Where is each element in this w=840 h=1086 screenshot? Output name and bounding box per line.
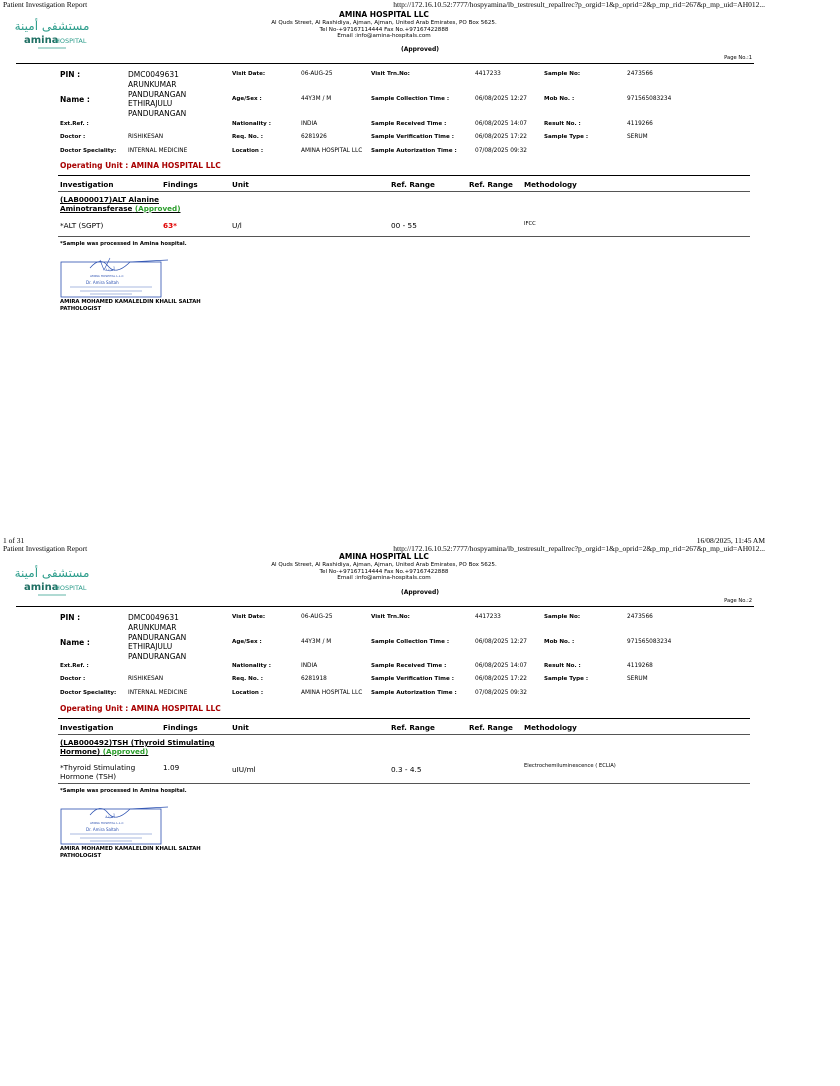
verification-value: 06/08/2025 17:22: [475, 134, 527, 140]
browser-header-url: http://172.16.10.52:7777/hospyamina/lb_testresult_repallrec?p_orgid=1&p_oprid=2&p_mp_rid=267&p_mp_uid=AH012...: [393, 0, 765, 9]
result-name: *ALT (SGPT): [60, 221, 104, 230]
patient-name: ARUNKUMAR PANDURANGAN ETHIRAJULU PANDURANGAN: [128, 80, 187, 118]
location-value: AMINA HOSPITAL LLC: [301, 690, 363, 696]
hospital-address: Al Quds Street, Al Rashidiya, Ajman, Ajman, United Arab Emirates, PO Box 5625.: [271, 20, 497, 26]
divider: [58, 783, 750, 784]
result-method: IFCC: [524, 221, 536, 227]
name-label: Name :: [60, 95, 90, 104]
col-unit: Unit: [232, 723, 249, 732]
visit-date-label: Visit Date:: [232, 614, 266, 620]
divider: [58, 175, 750, 176]
operating-unit: Operating Unit : AMINA HOSPITAL LLC: [60, 161, 221, 170]
authorization-label: Sample Autorization Time :: [371, 148, 457, 154]
speciality-value: INTERNAL MEDICINE: [128, 690, 188, 696]
received-label: Sample Received Time :: [371, 121, 447, 127]
visit-trn-value: 4417233: [475, 614, 501, 620]
pin-label: PIN :: [60, 70, 81, 79]
received-value: 06/08/2025 14:07: [475, 663, 527, 669]
speciality-value: INTERNAL MEDICINE: [128, 148, 188, 154]
location-value: AMINA HOSPITAL LLC: [301, 148, 363, 154]
report-page-2: [0, 541, 768, 1086]
operating-unit: Operating Unit : AMINA HOSPITAL LLC: [60, 704, 221, 713]
pin-label: PIN :: [60, 613, 81, 622]
test-name: (LAB000492)TSH (Thyroid Stimulating Hormone) (Approved): [60, 738, 215, 756]
collection-value: 06/08/2025 12:27: [475, 96, 527, 102]
print-timestamp: 16/08/2025, 11:45 AM: [696, 536, 765, 545]
divider: [58, 236, 750, 237]
svg-text:HOSPITAL: HOSPITAL: [55, 37, 87, 45]
verification-value: 06/08/2025 17:22: [475, 676, 527, 682]
col-methodology: Methodology: [524, 723, 577, 732]
req-no-label: Req. No. :: [232, 134, 264, 140]
result-name: *Thyroid Stimulating Hormone (TSH): [60, 763, 136, 781]
page-number: Page No.:2: [724, 598, 752, 604]
signature-stamp: [60, 256, 170, 298]
svg-text:amina: amina: [24, 582, 59, 593]
sample-no-value: 2473566: [627, 71, 653, 77]
visit-trn-value: 4417233: [475, 71, 501, 77]
result-ref-range: 0.3 - 4.5: [391, 765, 422, 774]
divider: [58, 191, 750, 192]
sample-no-label: Sample No:: [544, 71, 581, 77]
processing-note: *Sample was processed in Amina hospital.: [60, 788, 187, 794]
svg-text:Dr. Amira Saltah: Dr. Amira Saltah: [86, 280, 119, 285]
col-ref-range-2: Ref. Range: [469, 180, 513, 189]
svg-text:أمينة: أمينة: [105, 267, 115, 273]
visit-trn-label: Visit Trn.No:: [371, 614, 410, 620]
svg-text:HOSPITAL: HOSPITAL: [55, 584, 87, 592]
hospital-tel: Tel No-+97167114444 Fax No.+97167422888: [319, 26, 449, 33]
visit-trn-label: Visit Trn.No:: [371, 71, 410, 77]
authorization-label: Sample Autorization Time :: [371, 690, 457, 696]
svg-text:Dr. Amira Saltah: Dr. Amira Saltah: [86, 827, 119, 832]
age-sex-value: 44Y3M / M: [301, 639, 332, 645]
page-count: 1 of 31: [3, 536, 25, 545]
age-sex-label: Age/Sex :: [232, 96, 262, 102]
sample-type-value: SERUM: [627, 676, 648, 682]
collection-label: Sample Collection Time :: [371, 639, 450, 645]
verification-label: Sample Verification Time :: [371, 676, 454, 682]
hospital-email: Email :info@amina-hospitals.com: [337, 33, 431, 40]
pathologist: AMIRA MOHAMED KAMALELDIN KHALIL SALTAH PATHOLOGIST: [60, 299, 201, 312]
location-label: Location :: [232, 148, 264, 154]
nationality-value: INDIA: [301, 663, 318, 669]
result-no-value: 4119268: [627, 663, 653, 669]
extref-label: Ext.Ref. :: [60, 121, 89, 127]
result-ref-range: 00 - 55: [391, 221, 417, 230]
doctor-value: RISHIKESAN: [128, 134, 164, 140]
report-status: (Approved): [400, 46, 440, 53]
col-investigation: Investigation: [60, 723, 114, 732]
pathologist: AMIRA MOHAMED KAMALELDIN KHALIL SALTAH PATHOLOGIST: [60, 846, 201, 859]
col-ref-range: Ref. Range: [391, 723, 435, 732]
verification-label: Sample Verification Time :: [371, 134, 454, 140]
svg-text:مستشفى أمينة: مستشفى أمينة: [14, 566, 90, 580]
divider: [16, 63, 754, 64]
mob-no-label: Mob No. :: [544, 639, 575, 645]
svg-text:AMINA HOSPITAL L.L.C: AMINA HOSPITAL L.L.C: [90, 274, 124, 278]
doctor-label: Doctor :: [60, 676, 86, 682]
result-finding: 63*: [163, 221, 177, 230]
approved-tag: (Approved): [102, 746, 149, 756]
hospital-name: AMINA HOSPITAL LLC: [339, 10, 429, 19]
divider: [58, 734, 750, 735]
speciality-label: Doctor Speciality:: [60, 148, 117, 154]
result-unit: uIU/ml: [232, 765, 256, 774]
pin-value: DMC0049631: [128, 613, 179, 622]
pin-value: DMC0049631: [128, 70, 179, 79]
col-unit: Unit: [232, 180, 249, 189]
approved-tag: (Approved): [134, 203, 181, 213]
svg-text:AMINA HOSPITAL L.L.C: AMINA HOSPITAL L.L.C: [90, 821, 124, 825]
hospital-info: [0, 552, 768, 582]
sample-type-label: Sample Type :: [544, 676, 589, 682]
visit-date-value: 06-AUG-25: [301, 71, 333, 77]
req-no-label: Req. No. :: [232, 676, 264, 682]
browser-header-url: http://172.16.10.52:7777/hospyamina/lb_testresult_repallrec?p_orgid=1&p_oprid=2&p_mp_rid=267&p_mp_uid=AH012...: [393, 544, 765, 553]
hospital-name: AMINA HOSPITAL LLC: [339, 552, 429, 561]
sample-type-value: SERUM: [627, 134, 648, 140]
visit-date-value: 06-AUG-25: [301, 614, 333, 620]
age-sex-value: 44Y3M / M: [301, 96, 332, 102]
divider: [16, 606, 754, 607]
mob-no-value: 971565083234: [627, 96, 672, 102]
received-label: Sample Received Time :: [371, 663, 447, 669]
hospital-info: [0, 10, 768, 40]
col-ref-range-2: Ref. Range: [469, 723, 513, 732]
signature-stamp: [60, 803, 170, 845]
collection-value: 06/08/2025 12:27: [475, 639, 527, 645]
extref-label: Ext.Ref. :: [60, 663, 89, 669]
mob-no-value: 971565083234: [627, 639, 672, 645]
result-finding: 1.09: [163, 763, 180, 772]
name-label: Name :: [60, 638, 90, 647]
doctor-label: Doctor :: [60, 134, 86, 140]
visit-date-label: Visit Date:: [232, 71, 266, 77]
req-no-value: 6281918: [301, 676, 327, 682]
speciality-label: Doctor Speciality:: [60, 690, 117, 696]
processing-note: *Sample was processed in Amina hospital.: [60, 241, 187, 247]
result-method: Electrochemiluminescence ( ECLIA): [524, 763, 616, 769]
test-name: (LAB000017)ALT Alanine Aminotransferase (Approved): [60, 195, 181, 213]
hospital-email: Email :info@amina-hospitals.com: [337, 575, 431, 582]
svg-text:amina: amina: [24, 35, 59, 46]
col-findings: Findings: [163, 180, 198, 189]
patient-name: ARUNKUMAR PANDURANGAN ETHIRAJULU PANDURANGAN: [128, 623, 187, 661]
hospital-tel: Tel No-+97167114444 Fax No.+97167422888: [319, 568, 449, 575]
nationality-label: Nationality :: [232, 663, 271, 669]
sample-type-label: Sample Type :: [544, 134, 589, 140]
req-no-value: 6281926: [301, 134, 327, 140]
hospital-address: Al Quds Street, Al Rashidiya, Ajman, Ajman, United Arab Emirates, PO Box 5625.: [271, 562, 497, 568]
browser-header-title: Patient Investigation Report: [3, 544, 88, 553]
page-number: Page No.:1: [724, 55, 752, 61]
nationality-label: Nationality :: [232, 121, 271, 127]
result-no-label: Result No. :: [544, 663, 581, 669]
location-label: Location :: [232, 690, 264, 696]
col-methodology: Methodology: [524, 180, 577, 189]
result-no-label: Result No. :: [544, 121, 581, 127]
svg-text:أمينة: أمينة: [105, 814, 115, 820]
col-findings: Findings: [163, 723, 198, 732]
received-value: 06/08/2025 14:07: [475, 121, 527, 127]
doctor-value: RISHIKESAN: [128, 676, 164, 682]
sample-no-label: Sample No:: [544, 614, 581, 620]
col-investigation: Investigation: [60, 180, 114, 189]
report-status: (Approved): [400, 589, 440, 596]
divider: [58, 718, 750, 719]
authorization-value: 07/08/2025 09:32: [475, 690, 527, 696]
report-page-1: [0, 0, 768, 545]
collection-label: Sample Collection Time :: [371, 96, 450, 102]
nationality-value: INDIA: [301, 121, 318, 127]
col-ref-range: Ref. Range: [391, 180, 435, 189]
age-sex-label: Age/Sex :: [232, 639, 262, 645]
sample-no-value: 2473566: [627, 614, 653, 620]
result-no-value: 4119266: [627, 121, 653, 127]
svg-text:مستشفى أمينة: مستشفى أمينة: [14, 19, 90, 33]
authorization-value: 07/08/2025 09:32: [475, 148, 527, 154]
result-unit: U/l: [232, 221, 242, 230]
browser-header-title: Patient Investigation Report: [3, 0, 88, 9]
mob-no-label: Mob No. :: [544, 96, 575, 102]
